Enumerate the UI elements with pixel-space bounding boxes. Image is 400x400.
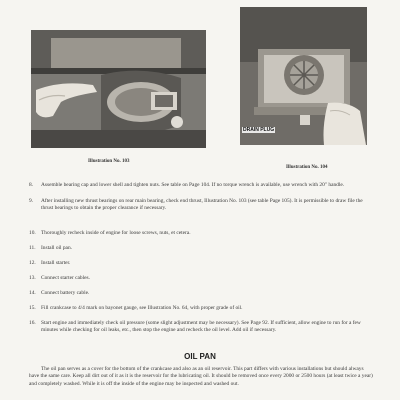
step-item [29, 290, 374, 297]
step-item [29, 198, 374, 213]
step-item [29, 320, 374, 335]
section-heading: OIL PAN [184, 352, 216, 361]
step-text: Assemble bearing cap and lower shell and tighten nuts. See table on Page 104. If no torque wrench is available, use wrench with 20" handle. [41, 182, 345, 188]
step-text: Connect battery cable. [41, 290, 90, 296]
step-number: 13. [29, 275, 36, 281]
step-item [29, 182, 374, 189]
illustration-104-photo [240, 7, 367, 145]
step-number: 8. [29, 182, 34, 188]
step-text: Start engine and immediately check oil pressure (some slight adjustment may be necessary). See Page 92. If sufficient, allow engine to run for a few minutes while checking for oil leaks, etc., then stop the engine and recheck the oil level. Add oil if necessary. [41, 320, 361, 334]
illustration-103-caption: Illustration No. 103 [88, 159, 130, 164]
illustration-104-caption: Illustration No. 104 [286, 165, 328, 170]
step-item [29, 230, 374, 237]
step-number: 9. [29, 198, 34, 204]
step-number: 11. [29, 245, 36, 251]
step-text: Install starter. [41, 260, 71, 266]
step-text: After installing new thrust bearings on rear main bearing, check end thrust, Illustration No. 103 (see table Page 105). It is permissible to draw file the thrust bearings to obtain the proper clearance if necessary. [41, 198, 363, 212]
step-text: Install oil pan. [41, 245, 72, 251]
drain-plug-label: DRAIN PLUG [243, 127, 275, 133]
step-text: Fill crankcase to 4/4 mark on bayonet gauge, see Illustration No. 64, with proper grade of oil. [41, 305, 243, 311]
step-item [29, 305, 374, 312]
step-number: 10. [29, 230, 36, 236]
section-paragraph: The oil pan serves as a cover for the bottom of the crankcase and also as an oil reservoir. This part differs with various installations but should always have the same care. Keep all dirt out of it as it is the reservoir for the lubricating oil. It should be removed once every 2000 or 2500 hours (at least twice a year) and completely washed. While it is off the inside of the engine may be inspected and washed out. [29, 366, 373, 387]
step-number: 12. [29, 260, 36, 266]
step-text: Thoroughly recheck inside of engine for loose screws, nuts, et cetera. [41, 230, 191, 236]
illustration-103-photo [31, 30, 206, 148]
step-item [29, 275, 374, 282]
step-item [29, 260, 374, 267]
step-number: 15. [29, 305, 36, 311]
step-text: Connect starter cables. [41, 275, 90, 281]
step-item [29, 245, 374, 252]
step-number: 14. [29, 290, 36, 296]
step-number: 16. [29, 320, 36, 326]
